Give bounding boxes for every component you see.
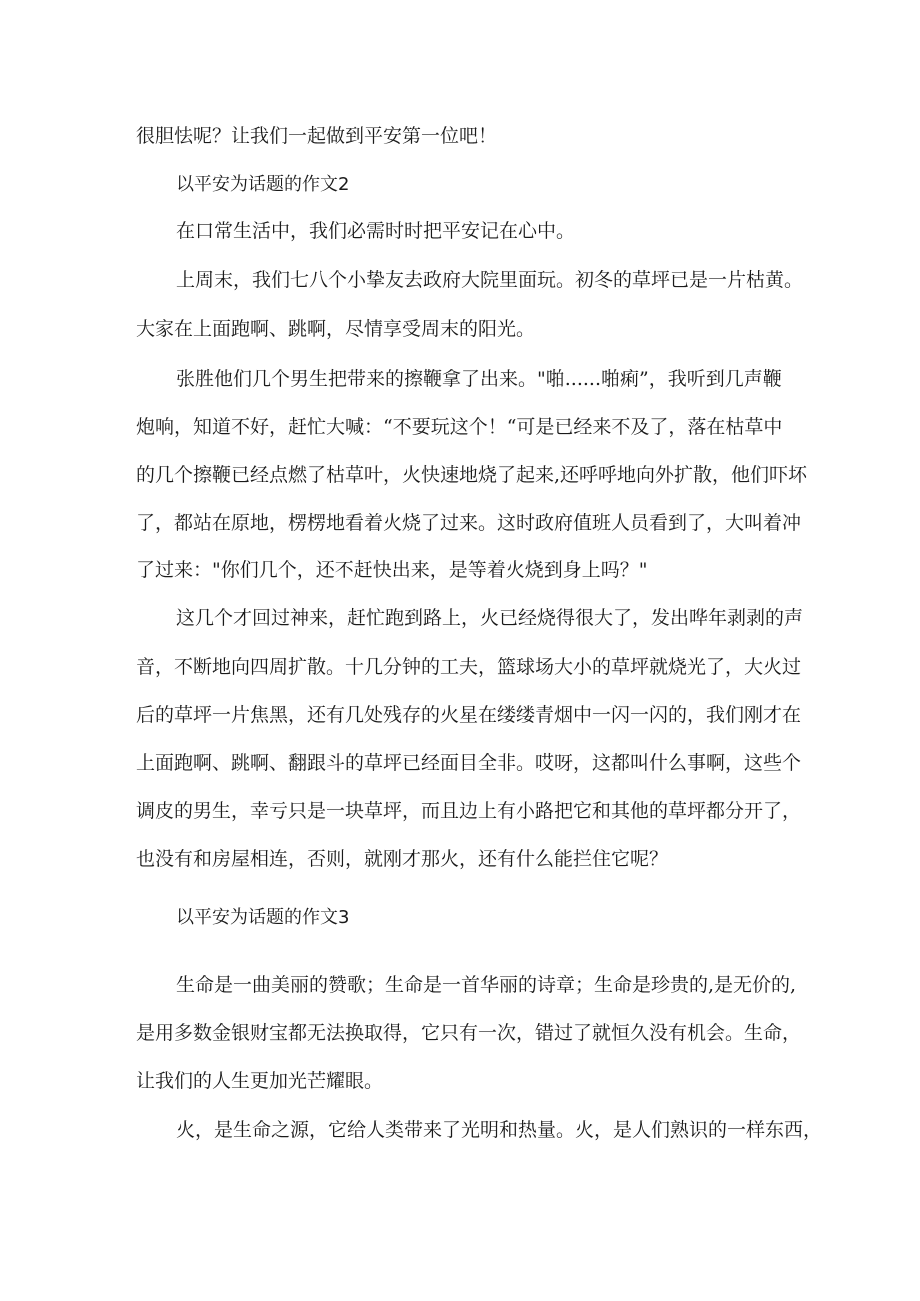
paragraph-line: 火，是生命之源，它给人类带来了光明和热量。火，是人们熟识的一样东西， xyxy=(176,1119,823,1141)
paragraph-line: 炮响，知道不好，赶忙大喊：“不要玩这个！“可是已经来不及了，落在枯草中 xyxy=(136,416,783,438)
essay-heading: 以平安为话题的作文2 xyxy=(176,174,350,195)
paragraph-line: 让我们的人生更加光芒耀眼。 xyxy=(136,1070,384,1092)
paragraph-line: 的几个擦鞭已经点燃了枯草叶，火快速地烧了起来,还呼呼地向外扩散，他们吓坏 xyxy=(136,464,808,486)
paragraph-line: 生命是一曲美丽的赞歌；生命是一首华丽的诗章；生命是珍贵的,是无价的, xyxy=(176,974,797,996)
paragraph-line: 在口常生活中，我们必需时时把平安记在心中。 xyxy=(176,220,576,242)
paragraph-line: 了，都站在原地，楞楞地看着火烧了过来。这时政府值班人员看到了，大叫着冲 xyxy=(136,512,802,534)
paragraph-line: 了过来："你们几个，还不赶快出来，是等着火烧到身上吗？" xyxy=(136,559,648,581)
paragraph-line: 张胜他们几个男生把带来的擦鞭拿了出来。"啪......啪痢”，我听到几声鞭 xyxy=(176,368,782,390)
paragraph-line: 也没有和房屋相连，否则，就刚才那火，还有什么能拦住它呢？ xyxy=(136,848,669,870)
paragraph-line: 调皮的男生，幸亏只是一块草坪，而且边上有小路把它和其他的草坪都分开了， xyxy=(136,800,802,822)
paragraph-line: 大家在上面跑啊、跳啊，尽情享受周末的阳光。 xyxy=(136,318,536,340)
paragraph-line: 这几个才回过神来，赶忙跑到路上，火已经烧得很大了，发出哗年剥剥的声 xyxy=(176,607,804,629)
paragraph-line: 音，不断地向四周扩散。十几分钟的工夫，篮球场大小的草坪就烧光了，大火过 xyxy=(136,656,802,678)
paragraph-line: 上面跑啊、跳啊、翻跟斗的草坪已经面目全非。哎呀，这都叫什么事啊，这些个 xyxy=(136,752,802,774)
paragraph-line: 是用多数金银财宝都无法换取得，它只有一次，错过了就恒久没有机会。生命， xyxy=(136,1022,802,1044)
paragraph-line: 很胆怯呢？让我们一起做到平安第一位吧！ xyxy=(136,125,498,147)
paragraph-line: 后的草坪一片焦黑，还有几处残存的火星在缕缕青烟中一闪一闪的，我们刚才在 xyxy=(136,704,802,726)
essay-heading: 以平安为话题的作文3 xyxy=(176,907,350,928)
paragraph-line: 上周末，我们七八个小挚友去政府大院里面玩。初冬的草坪已是一片枯黄。 xyxy=(176,269,804,291)
